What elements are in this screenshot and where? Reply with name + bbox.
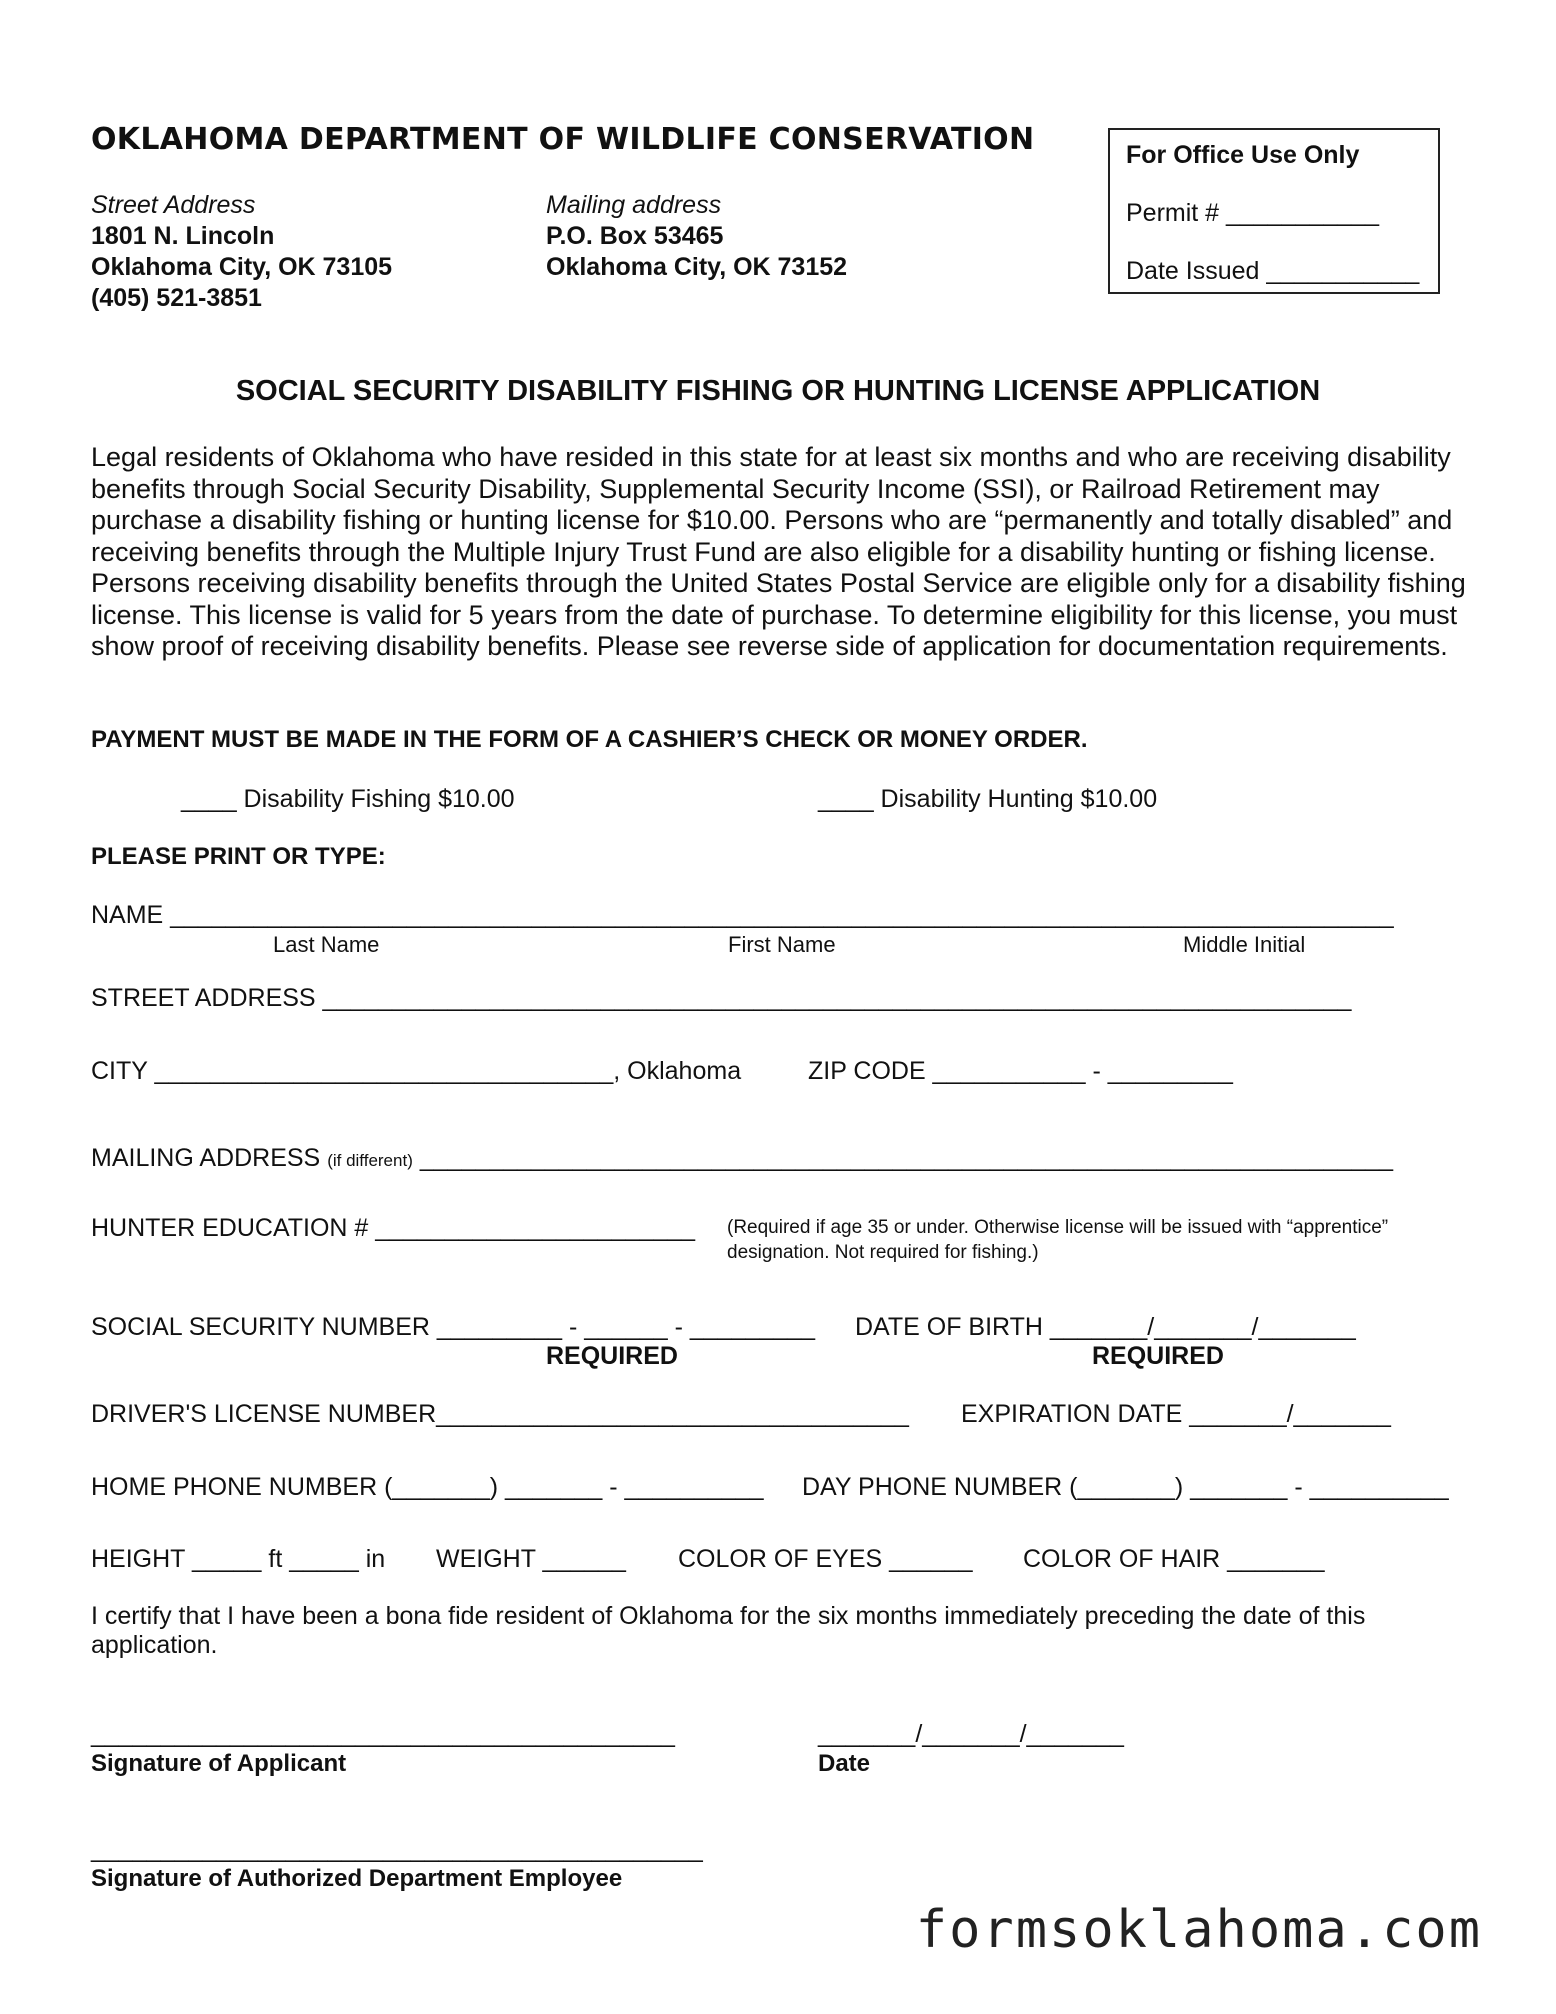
site-watermark: formsoklahoma.com — [915, 1900, 1482, 1960]
option-disability-fishing[interactable]: ____ Disability Fishing $10.00 — [181, 785, 515, 813]
employee-signature-line[interactable]: ____________________________________________ — [91, 1835, 703, 1863]
mailing-address-field[interactable] — [91, 1144, 1393, 1173]
hunter-education-note: (Required if age 35 or under. Otherwise license will be issued with “apprentice” designation. Not required for fishing.) — [727, 1217, 1389, 1263]
document-title: SOCIAL SECURITY DISABILITY FISHING OR HUNTING LICENSE APPLICATION — [235, 375, 1321, 407]
signature-date-line[interactable]: _______/_______/_______ — [818, 1720, 1124, 1748]
mailing-address-label: Mailing address — [546, 191, 722, 219]
if-different-note: (if different) — [327, 1151, 413, 1170]
weight-field[interactable]: WEIGHT ______ — [436, 1545, 626, 1573]
eye-color-field[interactable]: COLOR OF EYES ______ — [678, 1545, 973, 1573]
signature-date-label: Date — [818, 1750, 871, 1777]
first-name-label: First Name — [728, 932, 836, 957]
street-address-label: Street Address — [91, 191, 256, 219]
last-name-label: Last Name — [273, 932, 380, 957]
hair-color-field[interactable]: COLOR OF HAIR _______ — [1023, 1545, 1325, 1573]
office-use-box — [1108, 128, 1440, 294]
height-field[interactable]: HEIGHT _____ ft _____ in — [91, 1545, 386, 1573]
permit-number-field[interactable]: Permit # ___________ — [1126, 199, 1379, 227]
mailing-address-block — [546, 190, 847, 283]
hunter-education-field[interactable]: HUNTER EDUCATION # _______________________ — [91, 1214, 696, 1242]
street-address-line1: 1801 N. Lincoln — [91, 222, 275, 250]
date-issued-field[interactable]: Date Issued ___________ — [1126, 257, 1420, 285]
residency-certification: I certify that I have been a bona fide resident of Oklahoma for the six months immediately preceding the date of this application. — [91, 1602, 1366, 1659]
mailing-address-line1: P.O. Box 53465 — [546, 222, 724, 250]
mailing-address-label: MAILING ADDRESS — [91, 1144, 321, 1172]
middle-initial-label: Middle Initial — [1183, 932, 1306, 957]
print-instruction: PLEASE PRINT OR TYPE: — [91, 843, 386, 870]
ssn-field[interactable]: SOCIAL SECURITY NUMBER _________ - ______ - _________ — [91, 1313, 816, 1341]
street-address-line2: Oklahoma City, OK 73105 — [91, 253, 393, 281]
license-expiration-field[interactable]: EXPIRATION DATE _______/_______ — [961, 1400, 1391, 1428]
employee-signature-label: Signature of Authorized Department Employee — [91, 1865, 623, 1892]
drivers-license-field[interactable]: DRIVER'S LICENSE NUMBER__________________________________ — [91, 1400, 909, 1428]
office-use-title: For Office Use Only — [1126, 141, 1360, 169]
mailing-address-line2: Oklahoma City, OK 73152 — [546, 253, 848, 281]
applicant-signature-label: Signature of Applicant — [91, 1750, 347, 1777]
city-field[interactable]: CITY _________________________________, Oklahoma — [91, 1057, 742, 1085]
mailing-address-line: ______________________________________________________________________ — [419, 1144, 1394, 1172]
applicant-signature-line[interactable]: __________________________________________ — [91, 1720, 675, 1748]
date-of-birth-field[interactable]: DATE OF BIRTH _______/_______/_______ — [855, 1313, 1356, 1341]
zip-code-field[interactable]: ZIP CODE ___________ - _________ — [808, 1057, 1233, 1085]
ssn-required-label: REQUIRED — [546, 1342, 678, 1370]
street-address-field[interactable]: STREET ADDRESS __________________________________________________________________________ — [91, 984, 1352, 1012]
home-phone-field[interactable]: HOME PHONE NUMBER (_______) _______ - __________ — [91, 1473, 764, 1501]
name-field[interactable]: NAME ________________________________________________________________________________________ — [91, 901, 1394, 929]
day-phone-field[interactable]: DAY PHONE NUMBER (_______) _______ - __________ — [802, 1473, 1449, 1501]
option-disability-hunting[interactable]: ____ Disability Hunting $10.00 — [818, 785, 1158, 813]
street-address-block — [91, 190, 392, 314]
dob-required-label: REQUIRED — [1092, 1342, 1224, 1370]
payment-notice: PAYMENT MUST BE MADE IN THE FORM OF A CASHIER’S CHECK OR MONEY ORDER. — [91, 726, 1088, 753]
phone-number: (405) 521-3851 — [91, 284, 262, 312]
intro-paragraph: Legal residents of Oklahoma who have resided in this state for at least six months and who are receiving disability benefits through Social Security Disability, Supplemental Security Income (SSI), or Railroad Retirement may purchase a disability fishing or hunting license for $10.00. Persons who are “permanently and totally disabled” and receiving benefits through the Multiple Injury Trust Fund are also eligible for a disability hunting or fishing license. Persons receiving disability benefits through the United States Postal Service are eligible only for a disability fishing license. This license is valid for 5 years from the date of purchase. To determine eligibility for this license, you must show proof of receiving disability benefits. Please see reverse side of application for documentation requirements. — [91, 442, 1466, 661]
agency-name: OKLAHOMA DEPARTMENT OF WILDLIFE CONSERVATION — [91, 122, 1035, 157]
